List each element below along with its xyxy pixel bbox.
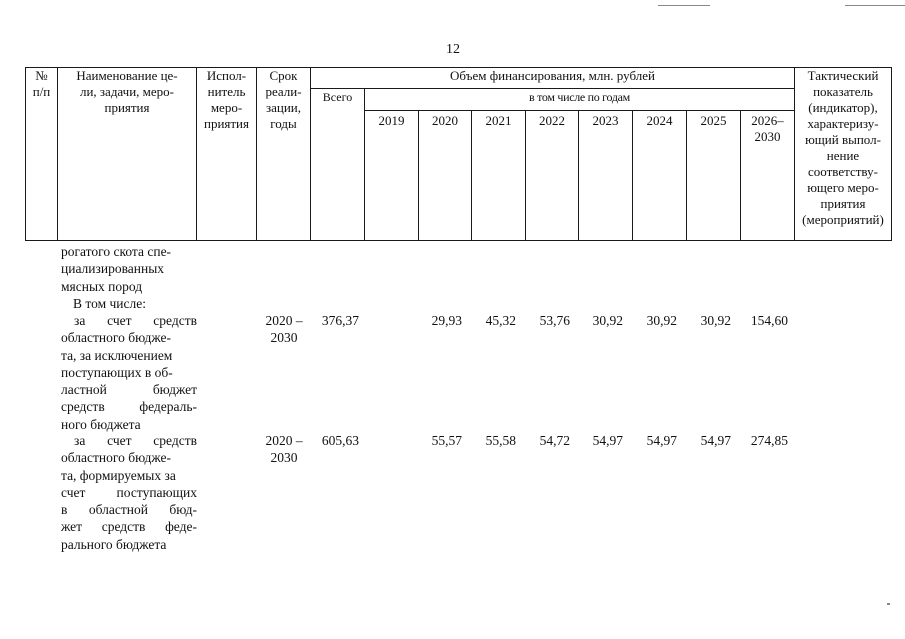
description-line: рального бюджета [61, 536, 167, 552]
description-line: областного бюдже- [61, 450, 171, 466]
header-cell-executor: Испол- нитель меро- приятия [196, 67, 257, 241]
header-cell-indicator: Тактический показатель (индикатор), характеризу- ющий выпол- нение соответству- ющего меро- приятия (мероприятий) [794, 67, 892, 241]
header-cell-year: 2023 [578, 110, 633, 241]
word: счет [107, 433, 132, 448]
header-cell-year: 2022 [525, 110, 579, 241]
row-value-2022: 53,76 [539, 313, 570, 328]
row-value-2026-2030: 274,85 [750, 433, 788, 448]
word: средств [101, 519, 146, 535]
row-period: 2020 – 2030 [265, 313, 303, 346]
word: средств [61, 399, 105, 415]
subheading: В том числе: [73, 296, 146, 311]
row-value-2024: 54,97 [646, 433, 677, 448]
word: за [74, 433, 86, 448]
header-cell-year: 2021 [471, 110, 526, 241]
description-line: та, за исключением [61, 347, 173, 363]
word: федераль- [139, 399, 197, 415]
page-number: 12 [446, 42, 460, 57]
header-cell-number: № п/п [25, 67, 58, 241]
header-cell-year: 2025 [686, 110, 741, 241]
description-line [61, 312, 197, 329]
word: бюджет [152, 382, 197, 398]
row-description [61, 312, 197, 433]
description-line: рогатого скота спе- [61, 244, 172, 259]
row-value-2023: 30,92 [592, 313, 623, 328]
description-line [61, 398, 197, 415]
description-line: ного бюджета [61, 416, 141, 432]
word: бюд- [169, 502, 197, 518]
scan-artifact-dot [887, 603, 890, 605]
word: за [74, 313, 86, 328]
header-cell-year: 2020 [418, 110, 472, 241]
header-cell-year: 2026– 2030 [740, 110, 795, 241]
header-cell-funding: Объем финансирования, млн. рублей [310, 67, 795, 89]
word: ластной [61, 382, 107, 398]
row-value-2024: 30,92 [646, 313, 677, 328]
scan-artifact-line [845, 5, 905, 6]
header-cell-year: 2019 [364, 110, 419, 241]
row-value-2026-2030: 154,60 [750, 313, 788, 328]
word: феде- [165, 519, 197, 535]
row-description [61, 432, 197, 553]
word: в [61, 502, 68, 518]
header-cell-total: Всего [310, 88, 365, 241]
description-line: та, формируемых за [61, 467, 176, 483]
description-line [61, 432, 197, 449]
word: поступающих [116, 484, 197, 500]
header-cell-name: Наименование це- ли, задачи, меро- приятия [57, 67, 197, 241]
row-value-2021: 45,32 [485, 313, 516, 328]
description-line: циализированных [61, 261, 165, 277]
description-line: мясных пород [61, 278, 143, 294]
row-value-2025: 30,92 [700, 313, 731, 328]
row-total: 605,63 [321, 433, 359, 448]
description-line [61, 501, 197, 518]
row-value-2021: 55,58 [485, 433, 516, 448]
word: жет [61, 519, 83, 535]
word: счет [61, 484, 86, 500]
description-line: поступающих в об- [61, 364, 173, 380]
intro-description [61, 243, 197, 295]
word: средств [153, 313, 197, 328]
row-value-2020: 29,93 [431, 313, 462, 328]
header-cell-period: Срок реали- зации, годы [256, 67, 311, 241]
row-period: 2020 – 2030 [265, 433, 303, 466]
description-line: областного бюдже- [61, 330, 171, 346]
row-value-2020: 55,57 [431, 433, 462, 448]
word: областной [88, 502, 148, 518]
scan-artifact-line [658, 5, 710, 6]
row-value-2025: 54,97 [700, 433, 731, 448]
row-value-2022: 54,72 [539, 433, 570, 448]
word: средств [153, 433, 197, 448]
description-line [61, 518, 197, 535]
row-total: 376,37 [321, 313, 359, 328]
description-line [61, 381, 197, 398]
header-cell-year: 2024 [632, 110, 687, 241]
description-line [61, 484, 197, 501]
row-value-2023: 54,97 [592, 433, 623, 448]
word: счет [107, 313, 132, 328]
header-cell-years-group: в том числе по годам [364, 88, 795, 111]
